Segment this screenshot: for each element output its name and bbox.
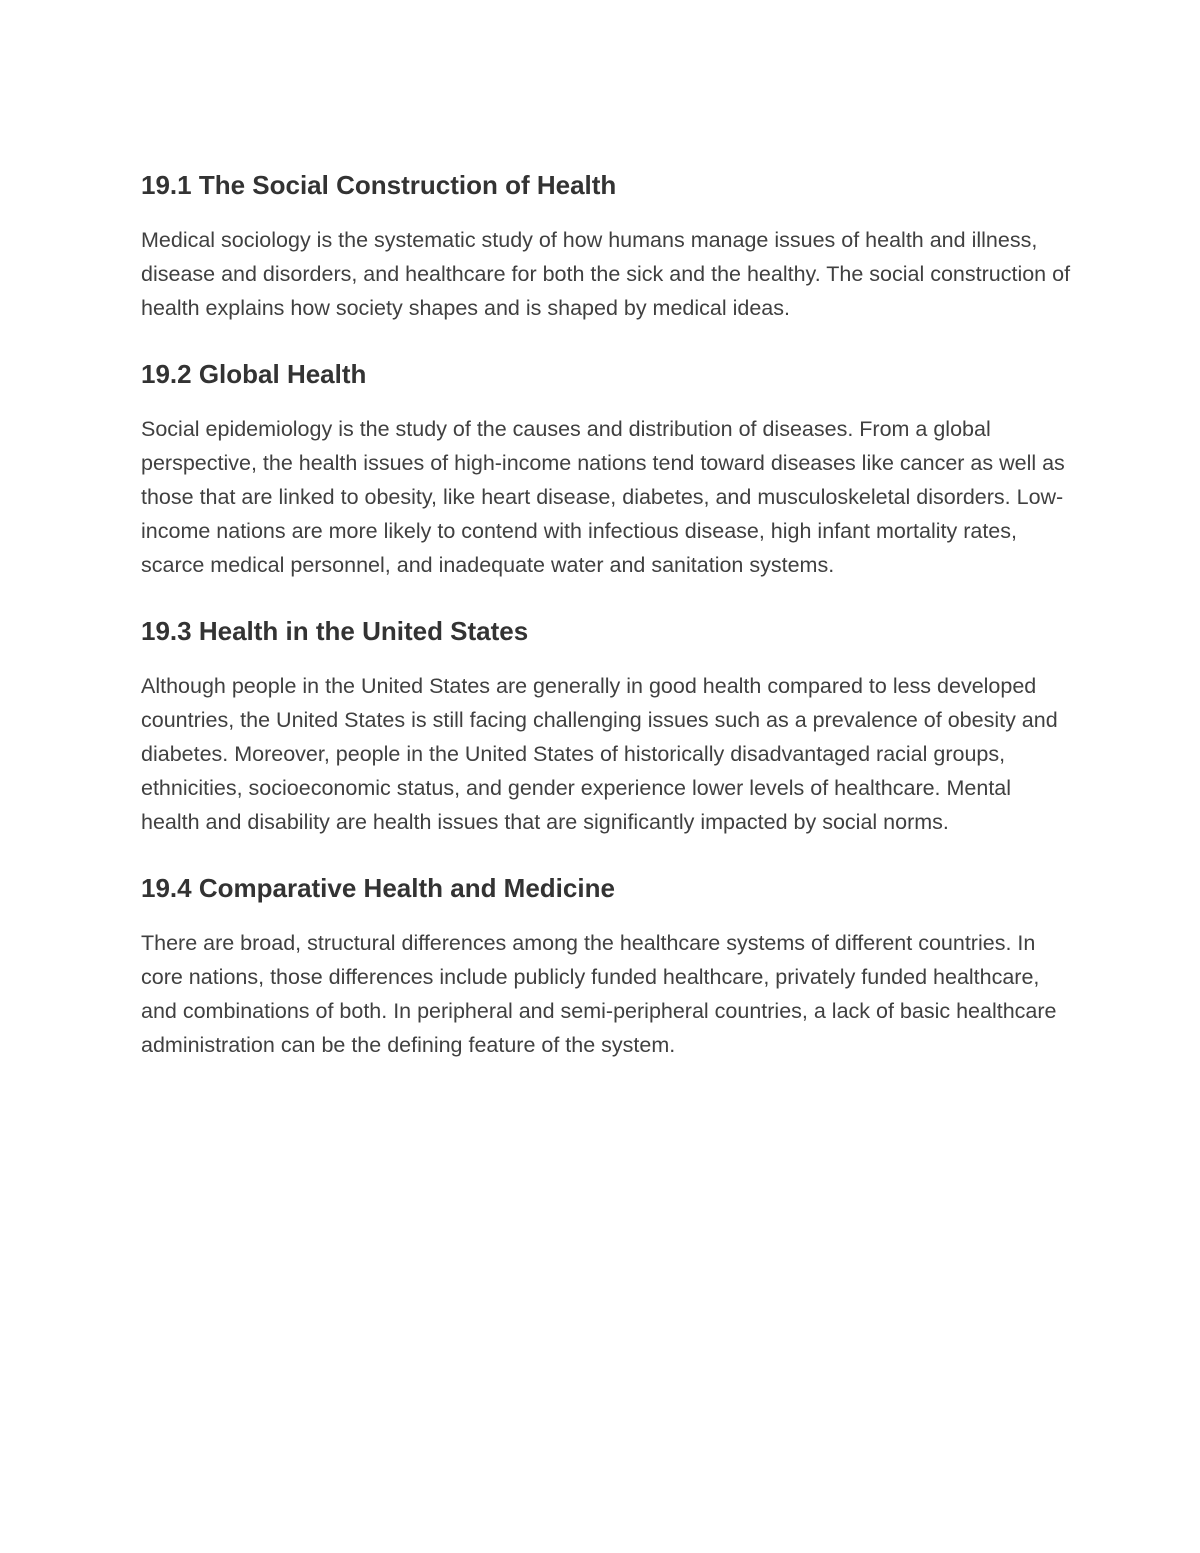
section-paragraph: Social epidemiology is the study of the causes and distribution of diseases. From a global perspective, the health issues of high-income nations tend toward diseases like cancer as well as those that are linked to obesity, like heart disease, diabetes, and musculoskeletal disorders. Low-income nations are more likely to contend with infectious disease, high infant mortality rates, scarce medical personnel, and inadequate water and sanitation systems. (141, 417, 1065, 577)
document-content (141, 165, 1071, 1091)
section-paragraph: Although people in the United States are generally in good health compared to less developed countries, the United States is still facing challenging issues such as a prevalence of obesity and diabetes. Moreover, people in the United States of historically disadvantaged racial groups, ethnicities, socioeconomic status, and gender experience lower levels of healthcare. Mental health and disability are health issues that are significantly impacted by social norms. (141, 674, 1058, 834)
section-paragraph: Medical sociology is the systematic study of how humans manage issues of health and illness, disease and disorders, and healthcare for both the sick and the healthy. The social construction of health explains how society shapes and is shaped by medical ideas. (141, 228, 1071, 320)
section-heading: 19.4 Comparative Health and Medicine (141, 873, 615, 903)
section-paragraph: There are broad, structural differences among the healthcare systems of different countries. In core nations, those differences include publicly funded healthcare, privately funded healthcare, and combinations of both. In peripheral and semi-peripheral countries, a lack of basic healthcare administration can be the defining feature of the system. (141, 931, 1057, 1057)
section-health-in-united-states (141, 611, 1071, 839)
section-social-construction-of-health (141, 165, 1071, 325)
section-heading: 19.2 Global Health (141, 359, 367, 389)
section-heading: 19.1 The Social Construction of Health (141, 170, 617, 200)
section-global-health (141, 354, 1071, 582)
section-comparative-health-and-medicine (141, 868, 1071, 1062)
section-heading: 19.3 Health in the United States (141, 616, 529, 646)
